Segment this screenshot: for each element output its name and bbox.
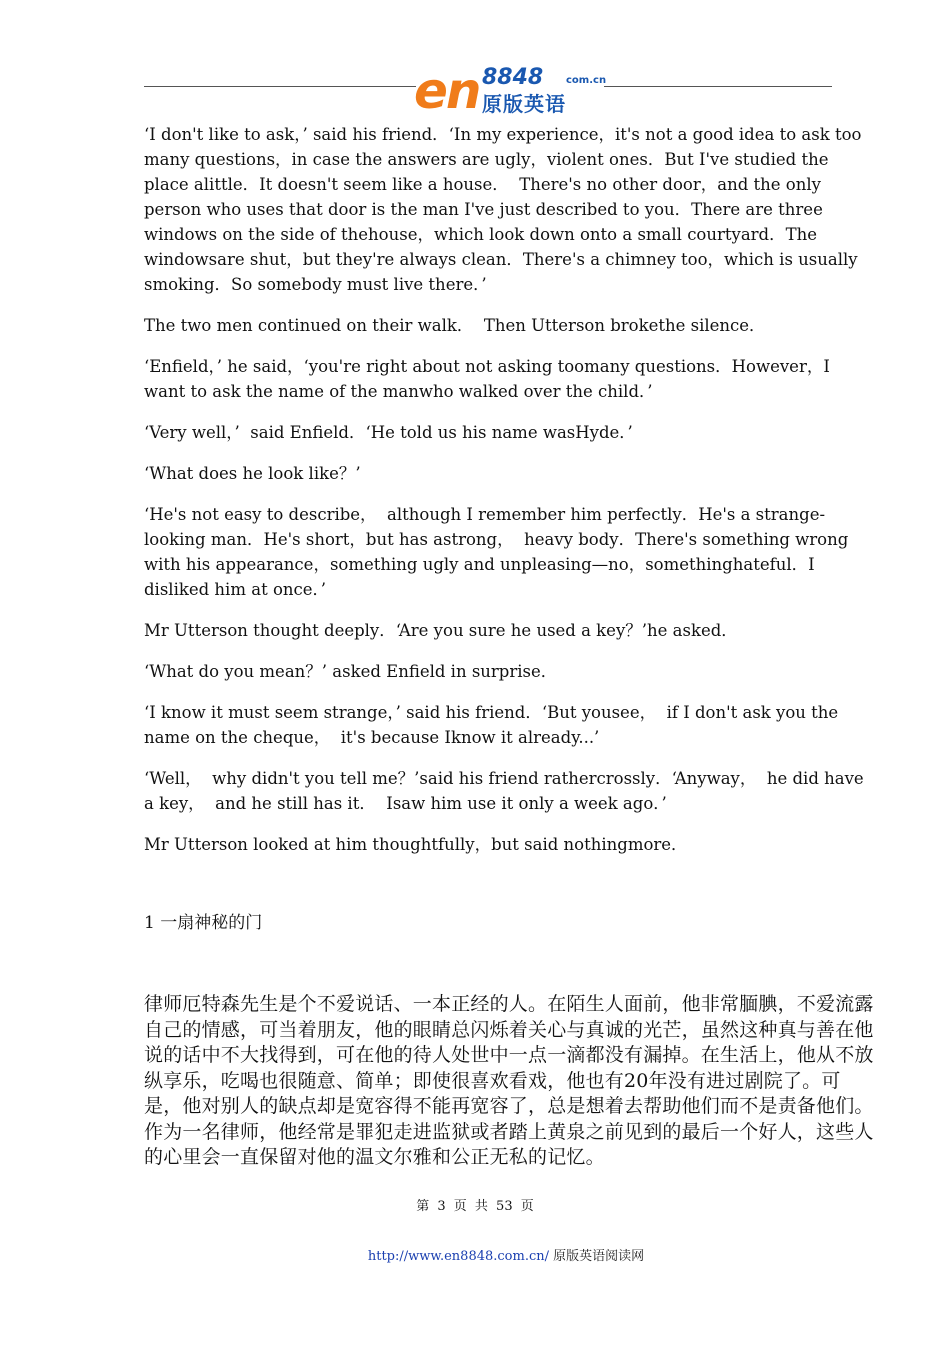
paragraph: ‘What do you mean？’ asked Enfield in surprise．	[144, 662, 558, 681]
paragraph: Mr Utterson looked at him thoughtfully，but said nothingmore．	[144, 835, 688, 854]
chapter-title: 1 一扇神秘的门	[144, 913, 263, 933]
page-footer	[0, 1247, 950, 1267]
logo-number-text: 8848	[482, 65, 544, 90]
paragraph: The two men continued on their walk． Then Utterson brokethe silence．	[144, 316, 766, 335]
header-rule-left	[144, 86, 416, 87]
chinese-paragraph: 律师厄特森先生是个不爱说话、一本正经的人。在陌生人面前，他非常腼腆，不爱流露自己的情感，可当着朋友，他的眼睛总闪烁着关心与真诚的光芒，虽然这种真与善在他说的话中不大找得到，可在他的待人处世中一点一滴都没有漏掉。在生活上，他从不放纵享乐，吃喝也很随意、简单；即使很喜欢看戏，他也有20年没有进过剧院了。可是，他对别人的缺点却是宽容得不能再宽容了，总是想着去帮助他们而不是责备他们。作为一名律师，他经常是罪犯走进监狱或者踏上黄泉之前见到的最后一个好人，这些人的心里会一直保留对他的温文尔雅和公正无私的记忆。	[144, 993, 874, 1168]
paragraph: ‘Well， why didn't you tell me？’said his friend rathercrossly．‘Anyway， he did have a key， and he still has it． Isaw him use it only a week ago．’	[144, 769, 869, 813]
paragraph: Mr Utterson thought deeply．‘Are you sure he used a key？’he asked．	[144, 621, 738, 640]
page-number: 第 3 页 共 53 页	[416, 1199, 534, 1214]
paragraph: ‘He's not easy to describe， although I remember him perfectly．He's a strange-looking man．He's short，but has astrong， heavy body．There's something wrong with his appearance，something ugly and unpleasing—no，somethinghateful．I disliked him at once．’	[144, 505, 854, 599]
footer-site-name: 原版英语阅读网	[549, 1249, 645, 1264]
paragraph: ‘What does he look like？’	[144, 464, 361, 483]
logo-chinese-text: 原版英语	[482, 92, 566, 116]
english-text-body	[144, 122, 876, 873]
paragraph: ‘Very well，’ said Enfield．‘He told us his name wasHyde．’	[144, 423, 633, 442]
site-logo[interactable]	[414, 64, 606, 118]
logo-en-text: en	[414, 62, 480, 120]
paragraph: ‘I know it must seem strange，’ said his friend．‘But yousee， if I don't ask you the name on the cheque， it's because Iknow it already...’	[144, 703, 844, 747]
paragraph: ‘I don't like to ask，’ said his friend．‘In my experience，it's not a good idea to ask too many questions，in case the answers are ugly，violent ones．But I've studied the place alittle．It doesn't seem like a house． There's no other door，and the only person who uses that door is the man I've just described to you．There are three windows on the side of thehouse，which look down onto a small courtyard．The windowsare shut，but they're always clean．There's a chimney too，which is usually smoking．So somebody must live there．’	[144, 125, 867, 294]
footer-link[interactable]: http://www.en8848.com.cn/	[367, 1249, 549, 1264]
paragraph: ‘Enfield，’ he said，‘you're right about not asking toomany questions．However，I want to ask the name of the manwho walked over the child．’	[144, 357, 836, 401]
header-rule-right	[604, 86, 832, 87]
logo-domain-text: com.cn	[566, 75, 607, 86]
